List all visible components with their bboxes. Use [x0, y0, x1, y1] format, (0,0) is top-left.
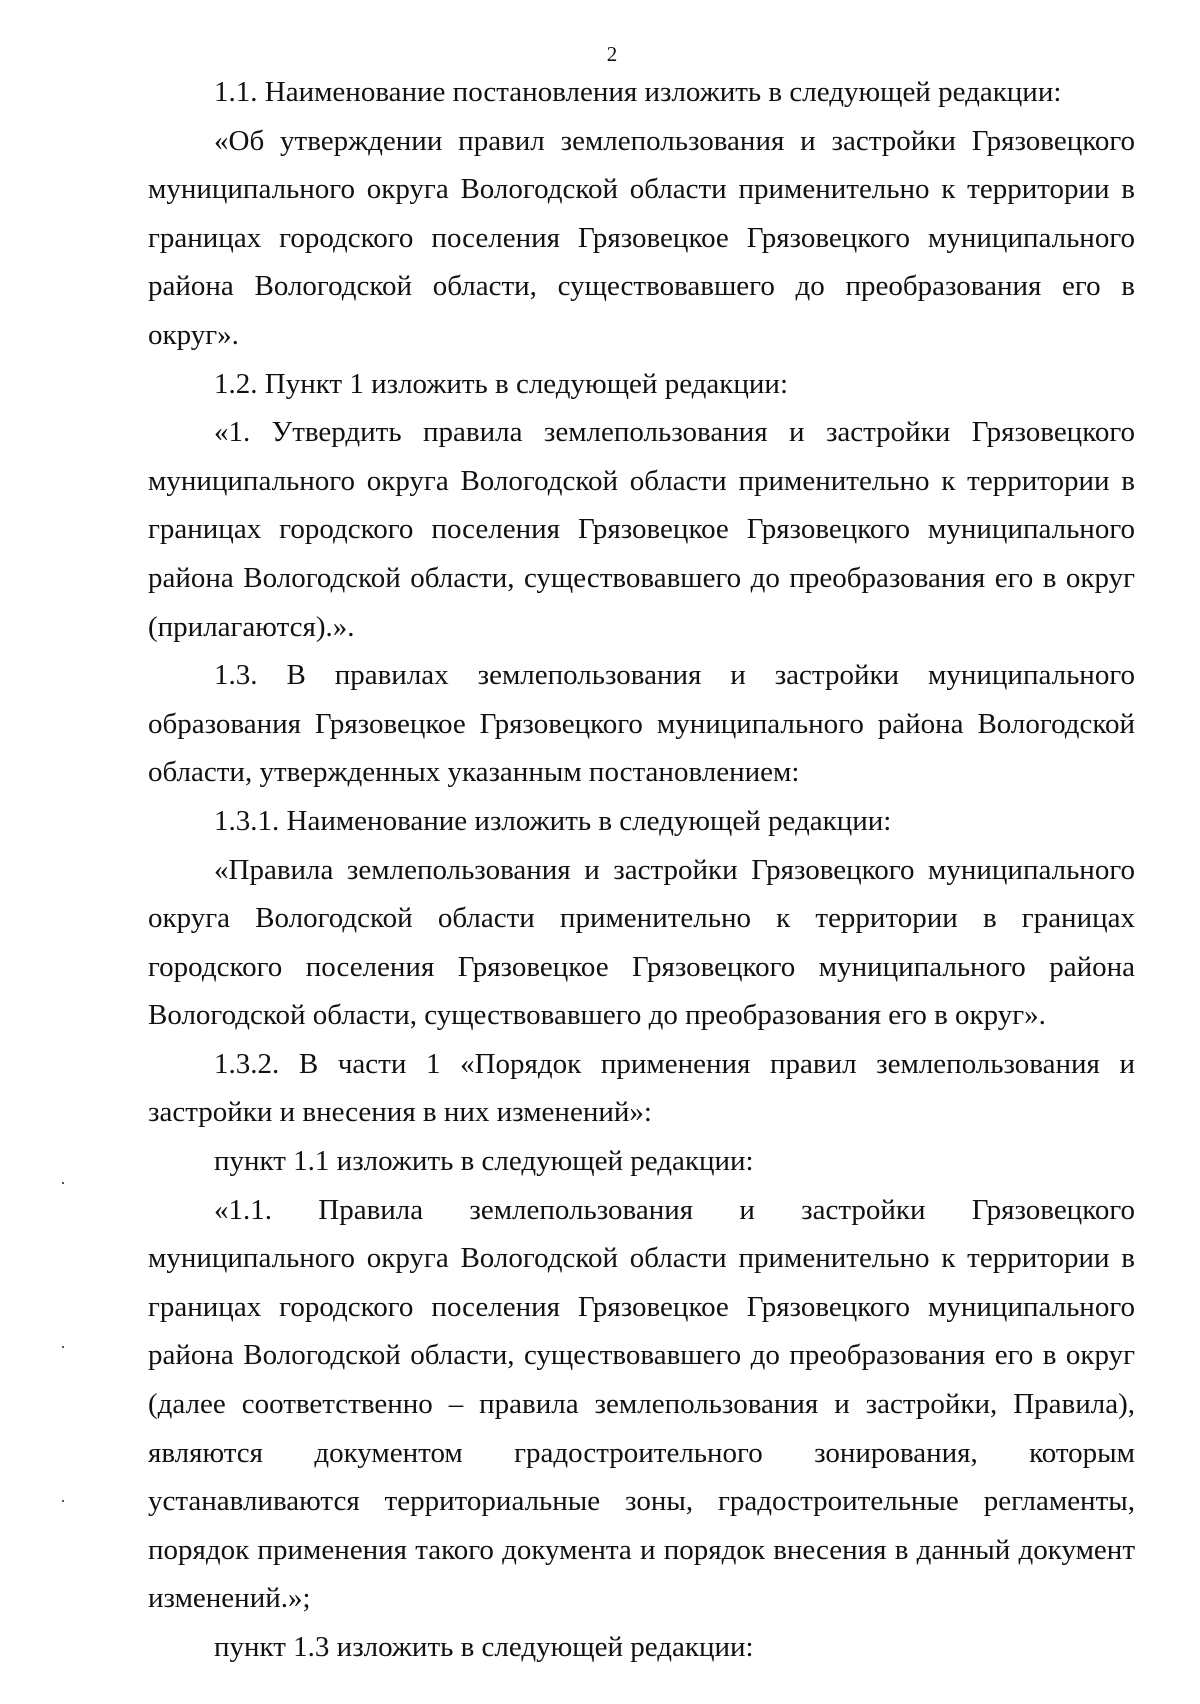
scan-speck	[62, 1182, 64, 1184]
paragraph-1-2-quote: «1. Утвердить правила землепользования и застройки Грязовецкого муниципального округа Вологодской области применительно к территории в границах городского поселения Грязовецкое Грязовецкого муниципального района Вологодской области, существовавшего до преобразования его в округ (прилагаются).».	[148, 416, 1135, 643]
paragraph-1-3-1: 1.3.1. Наименование изложить в следующей редакции:	[214, 804, 892, 837]
paragraph-1-2: 1.2. Пункт 1 изложить в следующей редакции:	[214, 367, 789, 400]
paragraph-point-1-1-intro: пункт 1.1 изложить в следующей редакции:	[214, 1145, 754, 1178]
paragraph-1-1: 1.1. Наименование постановления изложить в следующей редакции:	[214, 76, 1062, 108]
paragraph-1-3-2: 1.3.2. В части 1 «Порядок применения правил землепользования и застройки и внесения в них изменений»:	[148, 1047, 1135, 1129]
document-body	[148, 68, 1135, 1672]
paragraph-1-1-quote: «Об утверждении правил землепользования и застройки Грязовецкого муниципального округа Вологодской области применительно к территории в границах городского поселения Грязовецкое Грязовецкого муниципального района Вологодской области, существовавшего до преобразования его в округ».	[148, 124, 1135, 351]
paragraph-1-3-1-quote: «Правила землепользования и застройки Грязовецкого муниципального округа Вологодской области применительно к территории в границах городского поселения Грязовецкое Грязовецкого муниципального района Вологодской области, существовавшего до преобразования его в округ».	[148, 853, 1135, 1032]
paragraph-1-3: 1.3. В правилах землепользования и застройки муниципального образования Грязовецкое Грязовецкого муниципального района Вологодской области, утвержденных указанным постановлением:	[148, 659, 1135, 789]
paragraph-point-1-1-quote: «1.1. Правила землепользования и застройки Грязовецкого муниципального округа Вологодской области применительно к территории в границах городского поселения Грязовецкое Грязовецкого муниципального района Вологодской области, существовавшего до преобразования его в округ (далее соответственно – правила землепользования и застройки, Правила), являются документом градостроительного зонирования, которым устанавливаются территориальные зоны, градостроительные регламенты, порядок применения такого документа и порядок внесения в данный документ изменений.»;	[148, 1193, 1135, 1615]
page-number: 2	[606, 42, 618, 66]
scan-speck	[62, 1500, 64, 1502]
paragraph-point-1-3-intro: пункт 1.3 изложить в следующей редакции:	[214, 1631, 754, 1663]
scan-speck	[62, 1346, 64, 1348]
